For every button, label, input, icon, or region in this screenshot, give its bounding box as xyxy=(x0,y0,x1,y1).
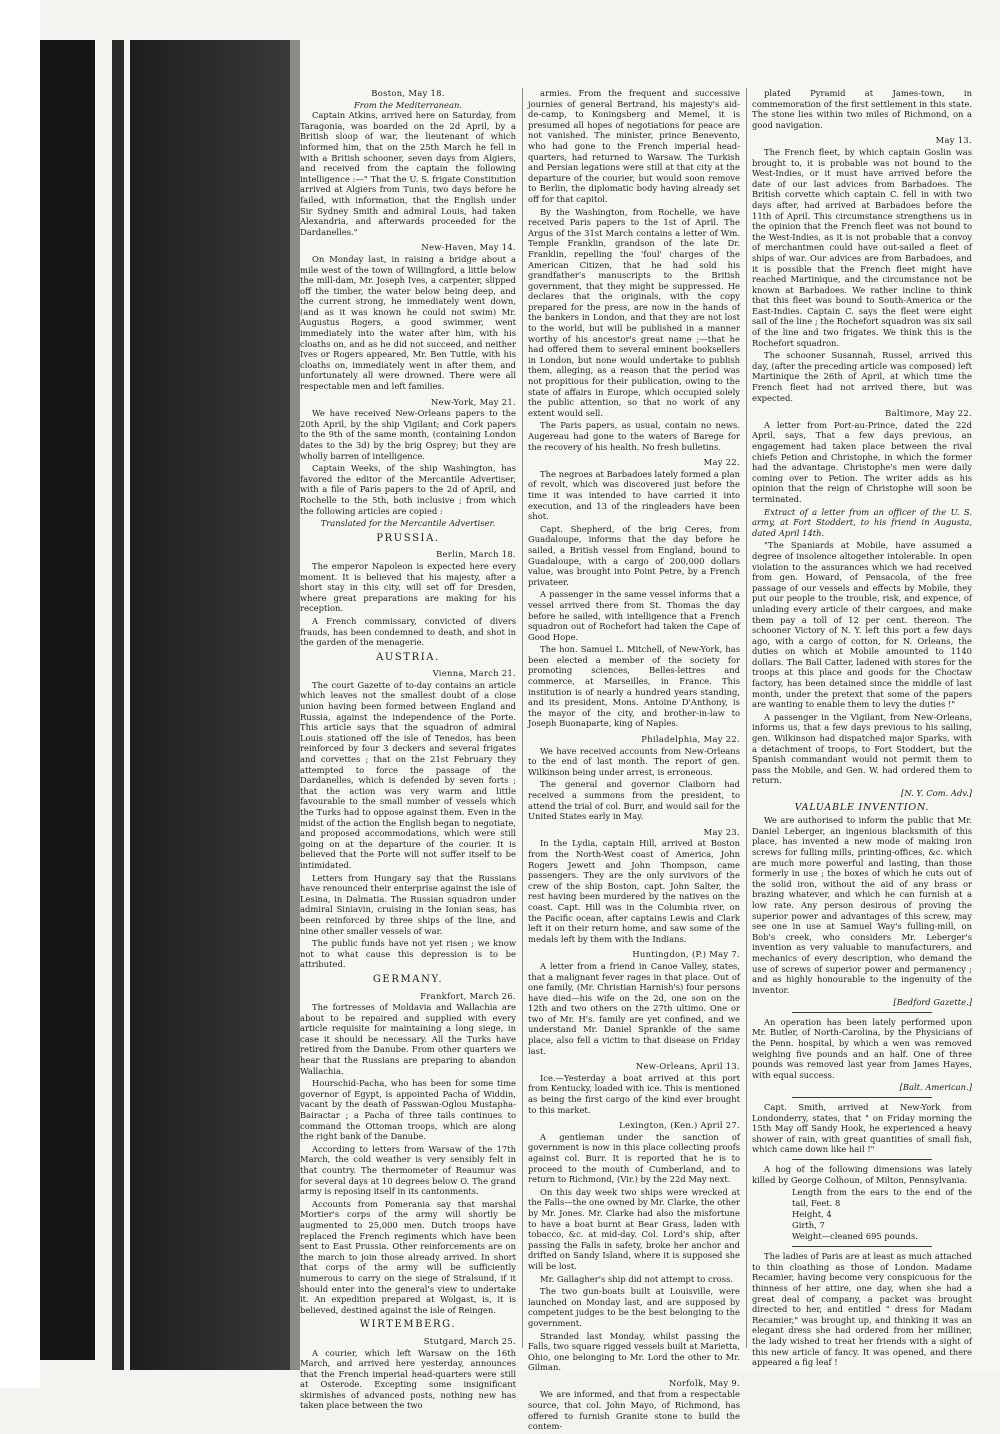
measurement-value: 4 xyxy=(826,1209,832,1220)
dateline: New-Haven, May 14. xyxy=(421,242,516,253)
article xyxy=(752,88,972,130)
page-margin xyxy=(0,0,40,1388)
paragraph: According to letters from Warsaw of the 17th March, the cold weather is very sensibly felt in that country. The thermometer of Reaumur was for several days at 10 degrees below O. The grand army is reposing itself in its cantonments. xyxy=(300,1143,516,1197)
paragraph: The general and governor Claiborn had received a summons from the president, to attend the trial of col. Burr, and would sail for the United States early in May. xyxy=(528,779,740,822)
measurement-row xyxy=(752,1187,972,1209)
paragraph: "The Spaniards at Mobile, have assumed a degree of insolence altogether intolerable. In open violation to the assurances which we had received from gen. Howard, of Pensacola, of the free passage of our vessels and effects by Mobile, they put our people to the trouble, risk, and expence, of unlading every article of their cargoes, and make them pay a toll of 12 per cent. thereon. The schooner Victory of N. Y. left this port a few days ago, with a cargo of cotton, for N. Orleans, the duties on which at Mobile amounted to 1140 dollars. The Ball Catter, ladened with stores for the troops at this place and goods for the Choctaw factory, has been detained since the middle of last month, under the pretext that some of the papers are wanting to enable them to levy the duties !" xyxy=(752,540,972,710)
paragraph: Capt. Shepherd, of the brig Ceres, from Guadaloupe, informs that the day before he sailed, a British vessel from England, bound to Guadaloupe, with a cargo of 200,000 dollars value, was brought into Point Petre, by a French privateer. xyxy=(528,523,740,587)
paragraph: We have received accounts from New-Orleans to the end of last month. The report of gen. Wilkinson being under arrest, is erroneous. xyxy=(528,745,740,777)
article-separator xyxy=(792,1159,932,1160)
paragraph: By the Washington, from Rochelle, we have received Paris papers to the 1st of April. The Argus of the 31st March contains a letter of Wm. Temple Franklin, grandson of the late Dr. Franklin, repelling the 'foul' charges of the American Citizen, that he had sold his grandfather's manuscripts to the British government, that they might be suppressed. He declares that the originals, with the copy prepared for the press, are now in the hands of the bankers in London, and that they are not lost to the world, but will be published in a manner worthy of his ancestor's great name ;—that he had offered them to several eminent booksellers in London, but none would undertake to publish them, alleging, as a reason that the period was not propitious for their publication, owing to the state of affairs in Europe, which occupied solely the public attention, so that no work of any extent would sell. xyxy=(528,206,740,418)
measurement-value: Feet. 8 xyxy=(811,1198,841,1209)
article xyxy=(528,734,740,822)
paragraph: A letter from Port-au-Prince, dated the 22d April, says, That a few days previous, an engagement had taken place between the rival chiefs Petion and Christophe, in which the former had the advantage. Christophe's men were daily coming over to Petion. The writer adds as his opinion that the reign of Christophe will soon be terminated. xyxy=(752,419,972,504)
paragraph: Accounts from Pomerania say that marshal Mortier's corps of the army will shortly be augmented to 25,000 men. Dutch troops have replaced the French regiments which have been sent to East Prussia. Other reinforcements are on the march to join those already arrived. In short that corps of the army will be sufficiently numerous to carry on the siege of Stralsund, if it should enter into the general's view to undertake it. An expedition prepared at Wolgast, is, it is believed, destined against the isle of Reingen. xyxy=(300,1198,516,1315)
article xyxy=(528,827,740,945)
column-1 xyxy=(300,88,516,1413)
paragraph: An operation has been lately performed upon Mr. Butler, of North-Carolina, by the Physicians of the Penn. hospital, by which a wen was removed weighing five pounds and an half. One of three pounds was removed last year from James Hayes, with equal success. xyxy=(752,1016,972,1080)
book-binding-outer xyxy=(40,40,95,1360)
section-heading: AUSTRIA. xyxy=(376,651,440,663)
book-binding-strip xyxy=(112,40,124,1370)
paragraph: Captain Weeks, of the ship Washington, has favored the editor of the Mercantile Advertiser, with a file of Paris papers to the 2d of April, and Rochelle to the 5th, both inclusive ; from which the following articles are copied : xyxy=(300,463,516,516)
column-rule xyxy=(746,88,747,1348)
measurement-row xyxy=(752,1220,972,1231)
measurement-label: Length from the ears to the end of the tail, xyxy=(792,1187,972,1209)
paragraph: A passenger in the same vessel informs that a vessel arrived there from St. Thomas the day before he sailed, with intelligence that a French squadron out of Rochefort had taken the Cape of Good Hope. xyxy=(528,589,740,642)
paragraph: The schooner Susannah, Russel, arrived this day, (after the preceding article was composed) left Martinique the 26th of April, at which time the French fleet had not arrived there, but was expected. xyxy=(752,350,972,403)
article xyxy=(528,949,740,1056)
article xyxy=(300,242,516,391)
book-binding-inner xyxy=(130,40,290,1370)
article xyxy=(752,803,972,1008)
article xyxy=(752,1246,972,1368)
paragraph: The emperor Napoleon is expected here every moment. It is believed that his majesty, after a short stay in this city, will set off for Dresden, where great preparations are making for his reception. xyxy=(300,560,516,614)
dateline: Berlin, March 18. xyxy=(436,549,516,560)
dateline: May 13. xyxy=(935,135,972,146)
measurement-label: Weight—cleaned 695 pounds. xyxy=(792,1231,918,1242)
paragraph: On Monday last, in raising a bridge about a mile west of the town of Willingford, a little below the mill-dam, Mr. Joseph Ives, a carpenter, slipped off the timber, the water below being deep, and the current strong, he immediately went down, (and as it was known he could not swim) Mr. Augustus Rogers, a good swimmer, went immediately into the water after him, with his cloaths on, and as he did not succeed, and neither Ives or Rogers appeared, Mr. Ben Tuttle, with his cloaths on, immediately went in after them, and unfortunately all were drowned. There were all respectable men and left families. xyxy=(300,253,516,392)
paragraph: Hourschid-Pacha, who has been for some time governor of Egypt, is appointed Pacha of Widdin, vacant by the death of Passwan-Oglou Mustapha-Bairactar ; a Pacha of three tails continues to command the Ottoman troops, which are along the right bank of the Danube. xyxy=(300,1078,516,1142)
article xyxy=(300,653,516,970)
subheading: From the Mediterranean. xyxy=(353,99,463,110)
section-heading: WIRTEMBERG. xyxy=(359,1319,457,1331)
dateline: New-Orleans, April 13. xyxy=(635,1061,740,1072)
paragraph: Capt. Smith, arrived at New-York from Londonderry, states, that " on Friday morning the 15th May off Sandy Hook, he experienced a heavy shower of rain, with great quantities of small fish, which came down like hail !" xyxy=(752,1102,972,1155)
measurement-label: Girth, xyxy=(792,1220,820,1231)
column-2 xyxy=(528,88,740,1434)
dateline: Norfolk, May 9. xyxy=(668,1377,740,1388)
article xyxy=(300,518,516,529)
paragraph: The fortresses of Moldavia and Wallachia are about to be repaired and supplied with every article requisite for maintaining a long siege, in case it should be necessary. All the Turks have retired from the Danube. From other quarters we hear that the Russians are preparing to abandon Wallachia. xyxy=(300,1002,516,1076)
article xyxy=(528,1378,740,1432)
column-3 xyxy=(752,88,972,1370)
article xyxy=(300,397,516,517)
paragraph: The two gun-boats built at Louisville, were launched on Monday last, and are supposed by competent judges to be the best belonging to the government. xyxy=(528,1286,740,1328)
article xyxy=(528,88,740,452)
article xyxy=(752,408,972,504)
source-credit: [Balt. American.] xyxy=(899,1082,972,1093)
dateline: Baltimore, May 22. xyxy=(885,408,972,419)
source-credit: [Bedford Gazette.] xyxy=(893,997,972,1008)
dateline: Huntingdon, (P.) May 7. xyxy=(632,949,740,960)
article-separator xyxy=(792,1012,932,1013)
article xyxy=(752,135,972,403)
paragraph: armies. From the frequent and successive journies of general Bertrand, his majesty's aid-de-camp, to Koningsberg and Memel, it is presumed all hopes of negotiations for peace are not vanished. The minister, prince Benevento, who had gone to the French imperial head-quarters, had returned to Warsaw. The Turkish and Persian legations were still at that city at the departure of the courier, but would soon remove to Berlin, the diplomatic body having already set off for that capitol. xyxy=(528,88,740,204)
paragraph: In the Lydia, captain Hill, arrived at Boston from the North-West coast of America, John Rogers Jewett and John Thompson, came passengers. They are the only survivors of the crew of the ship Boston, capt. John Salter, the rest having been murdered by the natives on the coast. Capt. Hill was in the Columbia river, on the Pacific ocean, after captains Lewis and Clark left it on their return home, and saw some of the medals left by them with the Indians. xyxy=(528,838,740,944)
paragraph: A letter from a friend in Canoe Valley, states, that a malignant fever rages in that place. Out of one family, (Mr. Christian Harnish's) four persons have died—his wife on the 2d, one son on the 12th and two others on the 27th ultimo. One or two of Mr. H's. family are yet confined, and we understand Mr. Daniel Sprankle of the same place, also fell a victim to that disease on Friday last. xyxy=(528,960,740,1056)
article xyxy=(300,88,516,237)
article xyxy=(752,507,972,799)
dateline: Lexington, (Ken.) April 27. xyxy=(619,1120,740,1131)
dateline: Vienna, March 21. xyxy=(432,668,516,679)
article xyxy=(528,1061,740,1115)
article xyxy=(528,457,740,729)
measurement-label: Height, xyxy=(792,1209,827,1220)
newspaper-page xyxy=(300,40,1000,1432)
dateline: Philadelphia, May 22. xyxy=(641,734,740,745)
paragraph: We are informed, and that from a respectable source, that col. John Mayo, of Richmond, has offered to furnish Granite stone to build the contem- xyxy=(528,1389,740,1432)
article-separator xyxy=(792,1097,932,1098)
subheading: Translated for the Mercantile Advertiser. xyxy=(320,518,496,529)
measurement-row xyxy=(752,1209,972,1220)
paragraph: The negroes at Barbadoes lately formed a plan of revolt, which was discovered just before the time it was intended to have carried it into execution, and 13 of the ringleaders have been shot. xyxy=(528,468,740,522)
paragraph: A courier, which left Warsaw on the 16th March, and arrived here yesterday, announces that the French imperial head-quarters were still at Osterode. Excepting some insignificant skirmishes of advanced posts, nothing new has taken place between the two xyxy=(300,1347,516,1411)
paragraph: Letters from Hungary say that the Russians have renounced their enterprise against the isle of Lesina, in Dalmatia. The Russian squadron under admiral Siniavin, cruising in the Ionian seas, has been reinforced by three ships of the line, and nine other smaller vessels of war. xyxy=(300,872,516,936)
article xyxy=(528,1120,740,1373)
article-separator xyxy=(792,1246,932,1247)
article xyxy=(300,1320,516,1411)
paragraph: A hog of the following dimensions was lately killed by George Colhoun, of Milton, Pennsylvania. xyxy=(752,1164,972,1185)
paragraph: A gentleman under the sanction of government is now in this place collecting proofs against col. Burr. It is reported that he is to proceed to the mouth of Cumberland, and to return to Richmond, (Vir.) by the 22d May next. xyxy=(528,1131,740,1185)
paragraph: Mr. Gallagher's ship did not attempt to cross. xyxy=(540,1273,733,1284)
page-edge-shadow xyxy=(290,40,300,1370)
paragraph: Stranded last Monday, whilst passing the Falls, two square rigged vessels built at Marietta, Ohio, one belonging to Mr. Lord the other to Mr. Gilman. xyxy=(528,1330,740,1373)
paragraph: Captain Atkins, arrived here on Saturday, from Taragonia, was boarded on the 2d April, by a British sloop of war, the lieutenant of which informed him, that on the 25th March he fell in with a British schooner, seven days from Algiers, and received from the captain the following intelligence :—" That the U. S. frigate Constitution arrived at Algiers from Tunis, two days before he failed, with information, that the English under Sir Sydney Smith and admiral Louis, had taken Alexandria, and afterwards proceeded for the Dardanelles." xyxy=(300,110,516,237)
paragraph: On this day week two ships were wrecked at the Falls—the one owned by Mr. Clarke, the other by Mr. Jones. Mr. Clarke had also the misfortune to have a boat burnt at Bear Grass, laden with tobacco, &c. at mid-day. Col. Lord's ship, after passing the Falls in safety, broke her anchor and drifted on Sandy Island, where it is supposed she will be lost. xyxy=(528,1186,740,1271)
dateline: Boston, May 18. xyxy=(371,88,445,98)
letter-intro: Extract of a letter from an officer of the U. S. army, at Fort Stoddert, to his friend in Augusta, dated April 14th. xyxy=(752,506,972,538)
paragraph: The hon. Samuel L. Mitchell, of New-York, has been elected a member of the society for promoting sciences, Belles-lettres and commerce, at Marseilles, in France. This institution is of nearly a hundred years standing, and its president, Mons. Antoine D'Anthony, is the mayor of the city, and brother-in-law to Joseph Buonaparte, king of Naples. xyxy=(528,644,740,729)
paragraph: A French commissary, convicted of divers frauds, has been condemned to death, and shot in the garden of the menagerie. xyxy=(300,615,516,648)
article xyxy=(752,1012,972,1093)
paragraph: The French fleet, by which captain Goslin was brought to, it is probable was not bound to the West-Indies, or it must have arrived before the date of our last advices from Barbadoes. The British corvette which captain C. fell in with two days after, had arrived at Barbadoes before the 11th of April. This circumstance strengthens us in the opinion that the French fleet was not bound to the West-Indies, as it is not probable that a convoy of merchantmen could have out-sailed a fleet of ships of war. Our advices are from Barbadoes, and it is possible that the French fleet might have reached Martinique, and the circumstance not be known at Barbadoes. We rather incline to think that this fleet was bound to South-America or the East-Indies. Captain C. says the fleet were eight sail of the line ; the Rochefort squadron was six sail of the line and two frigates. We think this is the Rochefort squadron. xyxy=(752,146,972,348)
paragraph: The ladies of Paris are at least as much attached to thin cloathing as those of London. Madame Recamier, having become very conspicuous for the thinness of her attire, one day, when she had a great deal of company, a packet was brought directed to her, and entitled " dress for Madam Recamier," was brought up, and thinking it was an elegant dress she had ordered from her milliner, the lady wished to treat her friends with a sight of this new article of fancy. It was opened, and there appeared a fig leaf ! xyxy=(752,1251,972,1368)
dateline: Stutgard, March 25. xyxy=(423,1335,516,1346)
dateline: May 22. xyxy=(703,457,740,468)
paragraph: A passenger in the Vigilant, from New-Orleans, informs us, that a few days previous to his sailing, gen. Wilkinson had dispatched major Sparks, with a detachment of troops, to Fort Stoddert, but the Spanish commandant would not permit them to pass the Mobile, and Gen. W. had ordered them to return. xyxy=(752,711,972,786)
measurement-row xyxy=(752,1231,972,1242)
paragraph: The public funds have not yet risen ; we know not to what cause this depression is to be attributed. xyxy=(300,938,516,970)
paragraph: The court Gazette of to-day contains an article which leaves not the smallest doubt of a close union having been formed between England and Russia, against the independence of the Porte. This article says that the squadron of admiral Louis stationed off the isle of Tenedos, has been reinforced by four 3 deckers and several frigates and corvettes ; that on the 21st February they attempted to force the passage of the Dardanelles, which is defended by seven forts ; that the action was very warm and little favourable to the small number of vessels which the Turks had to oppose against them. Even in the midst of the action the English began to negotiate, and proposed accommodations, which were still going on at the departure of the courier. It is believed that the Porte will not suffer itself to be intimidated. xyxy=(300,679,516,870)
paragraph: We have received New-Orleans papers to the 20th April, by the ship Vigilant; and Cork papers to the 9th of the same month, (containing London dates to the 3d) by the brig Osprey; but they are wholly barren of intelligence. xyxy=(300,408,516,461)
article xyxy=(300,975,516,1315)
dateline: New-York, May 21. xyxy=(431,396,516,407)
paragraph: Ice.—Yesterday a boat arrived at this port from Kentucky, loaded with ice. This is mentioned as being the first cargo of the kind ever brought to this market. xyxy=(528,1072,740,1115)
paragraph: We are authorised to inform the public that Mr. Daniel Leberger, an ingenious blacksmith of this place, has invented a new mode of making iron screws for fulling mills, printing-offices, &c. which are much more powerful and lasting, than those formerly in use ; the boxes of which he cuts out of the solid iron, without the aid of any brass or brazing whatever, and which he can furnish at a low rate. Any person desirous of proving the superior power and advantages of this screw, may see one in use at Samuel Way's fulling-mill, on Bob's creek, who considers Mr. Leberger's invention as very valuable to manufacturers, and mechanics of every description, who demand the use of screws of superior power and permanency ; and as highly honourable to the ingenuity of the inventor. xyxy=(752,815,972,995)
article xyxy=(752,1159,972,1242)
dateline: Frankfort, March 26. xyxy=(420,990,516,1001)
column-rule xyxy=(522,88,523,1348)
article-headline: VALUABLE INVENTION. xyxy=(794,801,930,813)
article xyxy=(752,1097,972,1155)
section-heading: GERMANY. xyxy=(372,973,444,985)
source-credit: [N. Y. Com. Adv.] xyxy=(901,788,972,798)
measurement-value: 7 xyxy=(819,1220,825,1231)
section-heading: PRUSSIA. xyxy=(376,532,440,544)
paragraph: The Paris papers, as usual, contain no news. Augereau had gone to the waters of Barege for the recovery of his health. No fresh bulletins. xyxy=(528,420,740,452)
article xyxy=(300,534,516,648)
paragraph: plated Pyramid at James-town, in commemoration of the first settlement in this state. The stone lies within two miles of Richmond, on a good navigation. xyxy=(752,88,972,130)
dateline: May 23. xyxy=(703,826,740,837)
